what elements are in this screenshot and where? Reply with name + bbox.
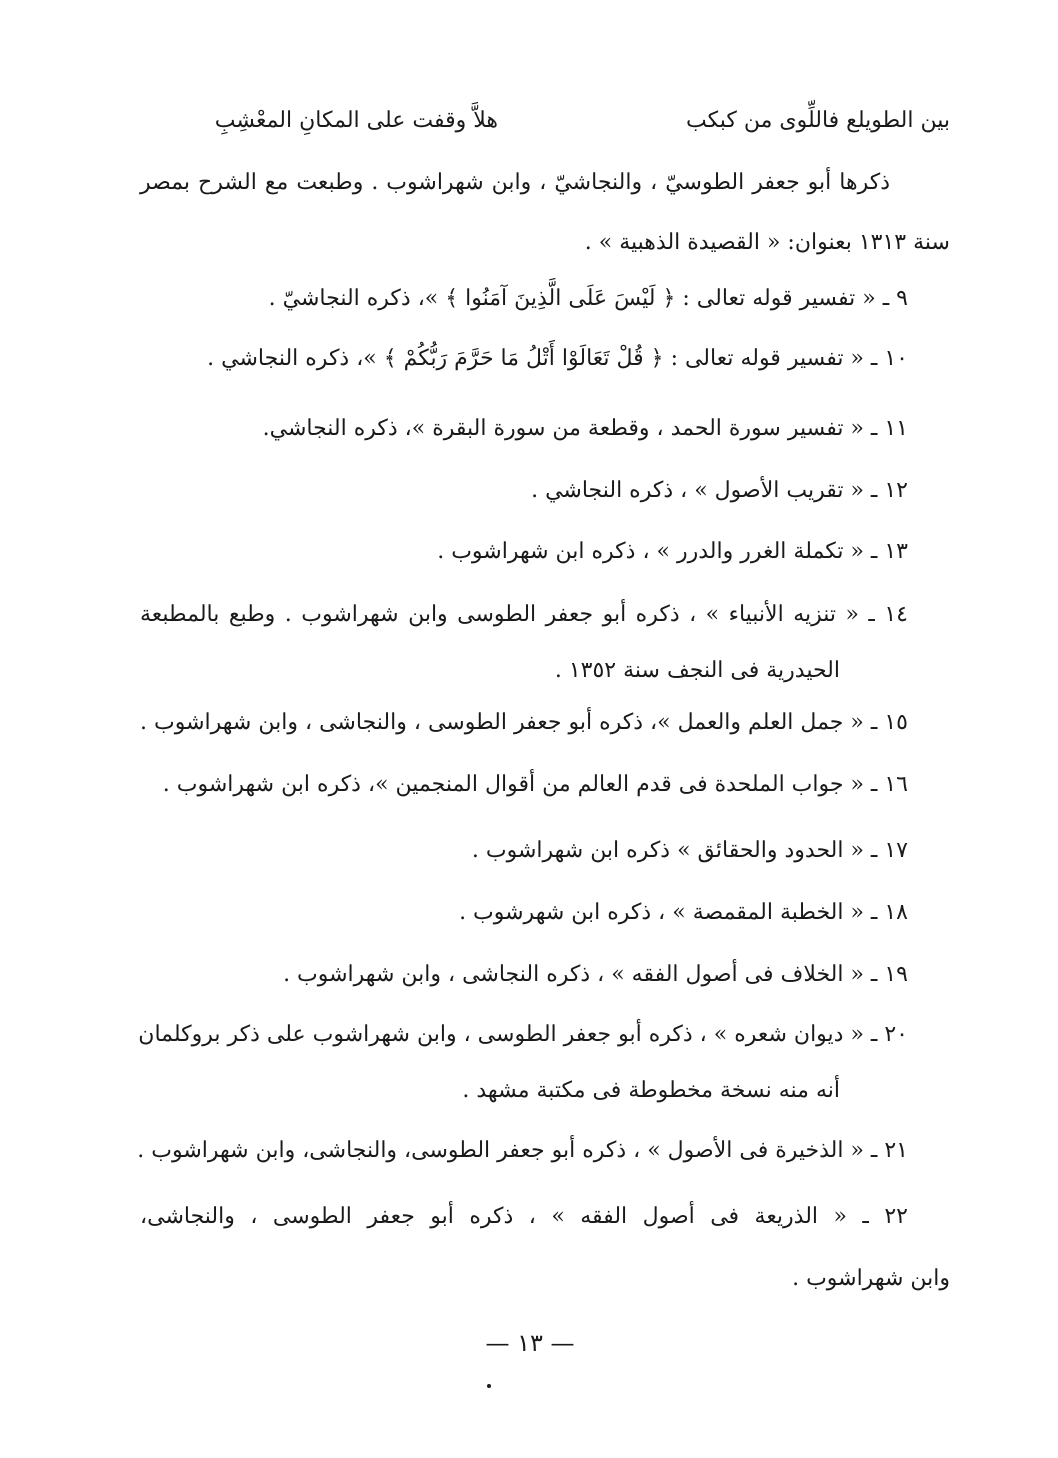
entry-9: ٩ ـ « تفسير قوله تعالى : ﴿ لَيْسَ عَلَى الَّذِينَ آمَنُوا ﴾ »، ذكره النجاشيّ . [268,286,908,311]
entry-18: ١٨ ـ « الخطبة المقمصة » ، ذكره ابن شهرشوب . [459,900,908,925]
entry-15: ١٥ ـ « جمل العلم والعمل »، ذكره أبو جعفر الطوسى ، والنجاشى ، وابن شهراشوب . [140,710,908,735]
text-line: ذكرها أبو جعفر الطوسيّ ، والنجاشيّ ، وابن شهراشوب . وطبعت مع الشرح بمصر [140,170,890,195]
entry-22: ٢٢ ـ « الذريعة فى أصول الفقه » ، ذكره أبو جعفر الطوسى ، والنجاشى، [140,1204,908,1229]
text-line: سنة ١٣١٣ بعنوان: « القصيدة الذهبية » . [584,230,950,255]
entry-14-continued: الحيدرية فى النجف سنة ١٣٥٢ . [554,658,840,683]
entry-22-continued: وابن شهراشوب . [792,1266,950,1291]
entry-20-continued: أنه منه نسخة مخطوطة فى مكتبة مشهد . [462,1078,840,1103]
page-number: — ١٣ — [485,1329,575,1357]
entry-17: ١٧ ـ « الحدود والحقائق » ذكره ابن شهراشوب . [471,838,908,863]
entry-13: ١٣ ـ « تكملة الغرر والدرر » ، ذكره ابن شهراشوب . [437,539,908,564]
entry-12: ١٢ ـ « تقريب الأصول » ، ذكره النجاشي . [531,478,908,503]
entry-19: ١٩ ـ « الخلاف فى أصول الفقه » ، ذكره النجاشى ، وابن شهراشوب . [283,962,908,987]
verse-first-hemistich: هلاَّ وقفت على المكانِ المعْشِبِ [214,108,498,133]
entry-10: ١٠ ـ « تفسير قوله تعالى : ﴿ قُلْ تَعَالَوْا أَتْلُ مَا حَرَّمَ رَبُّكُمْ ﴾ »، ذكره النجاشي . [207,346,908,371]
entry-11: ١١ ـ « تفسير سورة الحمد ، وقطعة من سورة البقرة »، ذكره النجاشي. [262,416,908,441]
verse-second-hemistich: بين الطويلع فاللِّوى من كبكب [685,108,950,133]
entry-21: ٢١ ـ « الذخيرة فى الأصول » ، ذكره أبو جعفر الطوسى، والنجاشى، وابن شهراشوب . [137,1138,908,1163]
entry-20: ٢٠ ـ « ديوان شعره » ، ذكره أبو جعفر الطوسى ، وابن شهراشوب على ذكر بروكلمان [138,1022,908,1047]
entry-14: ١٤ ـ « تنزيه الأنبياء » ، ذكره أبو جعفر الطوسى وابن شهراشوب . وطبع بالمطبعة [140,602,908,627]
ink-dot [487,1384,491,1388]
entry-16: ١٦ ـ « جواب الملحدة فى قدم العالم من أقوال المنجمين »، ذكره ابن شهراشوب . [162,772,908,797]
